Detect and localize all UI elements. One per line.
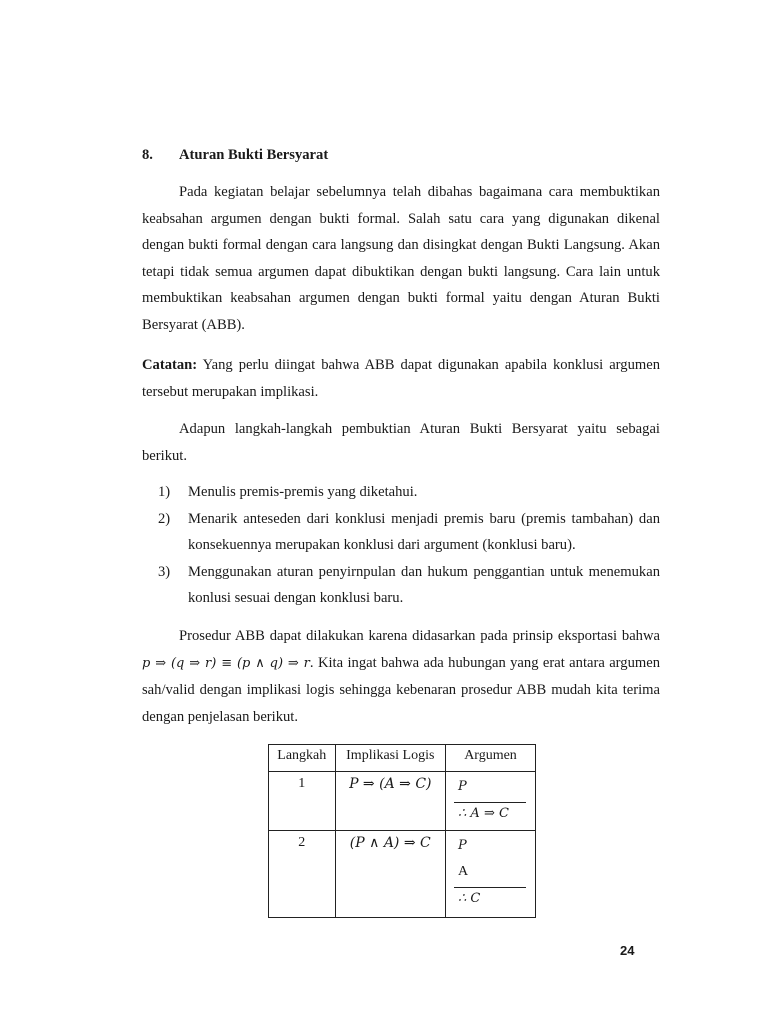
table-row — [269, 772, 536, 831]
list-marker: 2) — [158, 510, 171, 527]
implication-cell: P ⇒ (A ⇒ C) — [335, 772, 445, 831]
section-heading — [142, 147, 328, 164]
header-langkah: Langkah — [269, 745, 336, 772]
implication-cell: (P ∧ A) ⇒ C — [335, 831, 445, 918]
table-row — [269, 831, 536, 918]
premise: P — [458, 838, 467, 853]
conclusion: ∴ A ⇒ C — [458, 806, 509, 821]
list-marker: 3) — [158, 563, 171, 580]
list-item — [158, 479, 660, 506]
note-text: Yang perlu diingat bahwa ABB dapat digunakan apabila konklusi argumen tersebut merupakan implikasi. — [142, 357, 660, 400]
step-cell: 1 — [269, 772, 336, 831]
list-item-text: Menulis premis-premis yang diketahui. — [188, 484, 418, 500]
note-label: Catatan: — [142, 357, 198, 373]
list-item-text: Menggunakan aturan penyirnpulan dan hukum penggantian untuk menemukan konlusi sesuai dengan konklusi baru. — [188, 563, 660, 606]
steps-intro-paragraph: Adapun langkah-langkah pembuktian Aturan Bukti Bersyarat yaitu sebagai berikut. — [142, 421, 660, 464]
procedure-text-before: Prosedur ABB dapat dilakukan karena didasarkan pada prinsip eksportasi bahwa — [179, 628, 660, 644]
conclusion: ∴ C — [458, 891, 481, 906]
premise: P — [458, 779, 467, 794]
list-item-text: Menarik anteseden dari konklusi menjadi premis baru (premis tambahan) dan konsekuennya merupakan konklusi dari argument (konklusi baru). — [188, 510, 660, 553]
procedure-paragraph — [142, 623, 660, 730]
procedure-text-after: . Kita ingat bahwa ada hubungan yang erat antara argumen sah/valid dengan implikasi logis sehingga kebenaran prosedur ABB mudah kita terima dengan penjelasan berikut. — [142, 654, 661, 725]
note-paragraph — [142, 352, 660, 405]
list-item — [158, 559, 660, 612]
premise: A — [458, 864, 469, 879]
exportation-formula: p ⇒ (q ⇒ r) ≡ (p ∧ q) ⇒ r — [142, 655, 310, 671]
steps-list — [158, 479, 660, 612]
intro-paragraph: Pada kegiatan belajar sebelumnya telah dibahas bagaimana cara membuktikan keabsahan argumen dengan bukti formal. Salah satu cara yang digunakan dikenal dengan bukti formal dengan cara langsung dan disingkat dengan Bukti Langsung. Akan tetapi tidak semua argumen dapat dibuktikan dengan bukti langsung. Cara lain untuk membuktikan keabsahan argumen dengan bukti formal yaitu dengan Aturan Bukti Bersyarat (ABB). — [142, 184, 660, 333]
argument-cell — [446, 772, 536, 831]
header-implikasi-logis: Implikasi Logis — [335, 745, 445, 772]
list-item — [158, 506, 660, 559]
page-number: 24 — [620, 943, 635, 958]
table-header-row — [269, 745, 536, 772]
list-marker: 1) — [158, 484, 171, 500]
abb-table — [268, 744, 536, 918]
step-cell: 2 — [269, 831, 336, 918]
header-argumen: Argumen — [446, 745, 536, 772]
section-number: 8. — [142, 147, 153, 163]
argument-cell — [446, 831, 536, 918]
section-title: Aturan Bukti Bersyarat — [179, 147, 329, 163]
